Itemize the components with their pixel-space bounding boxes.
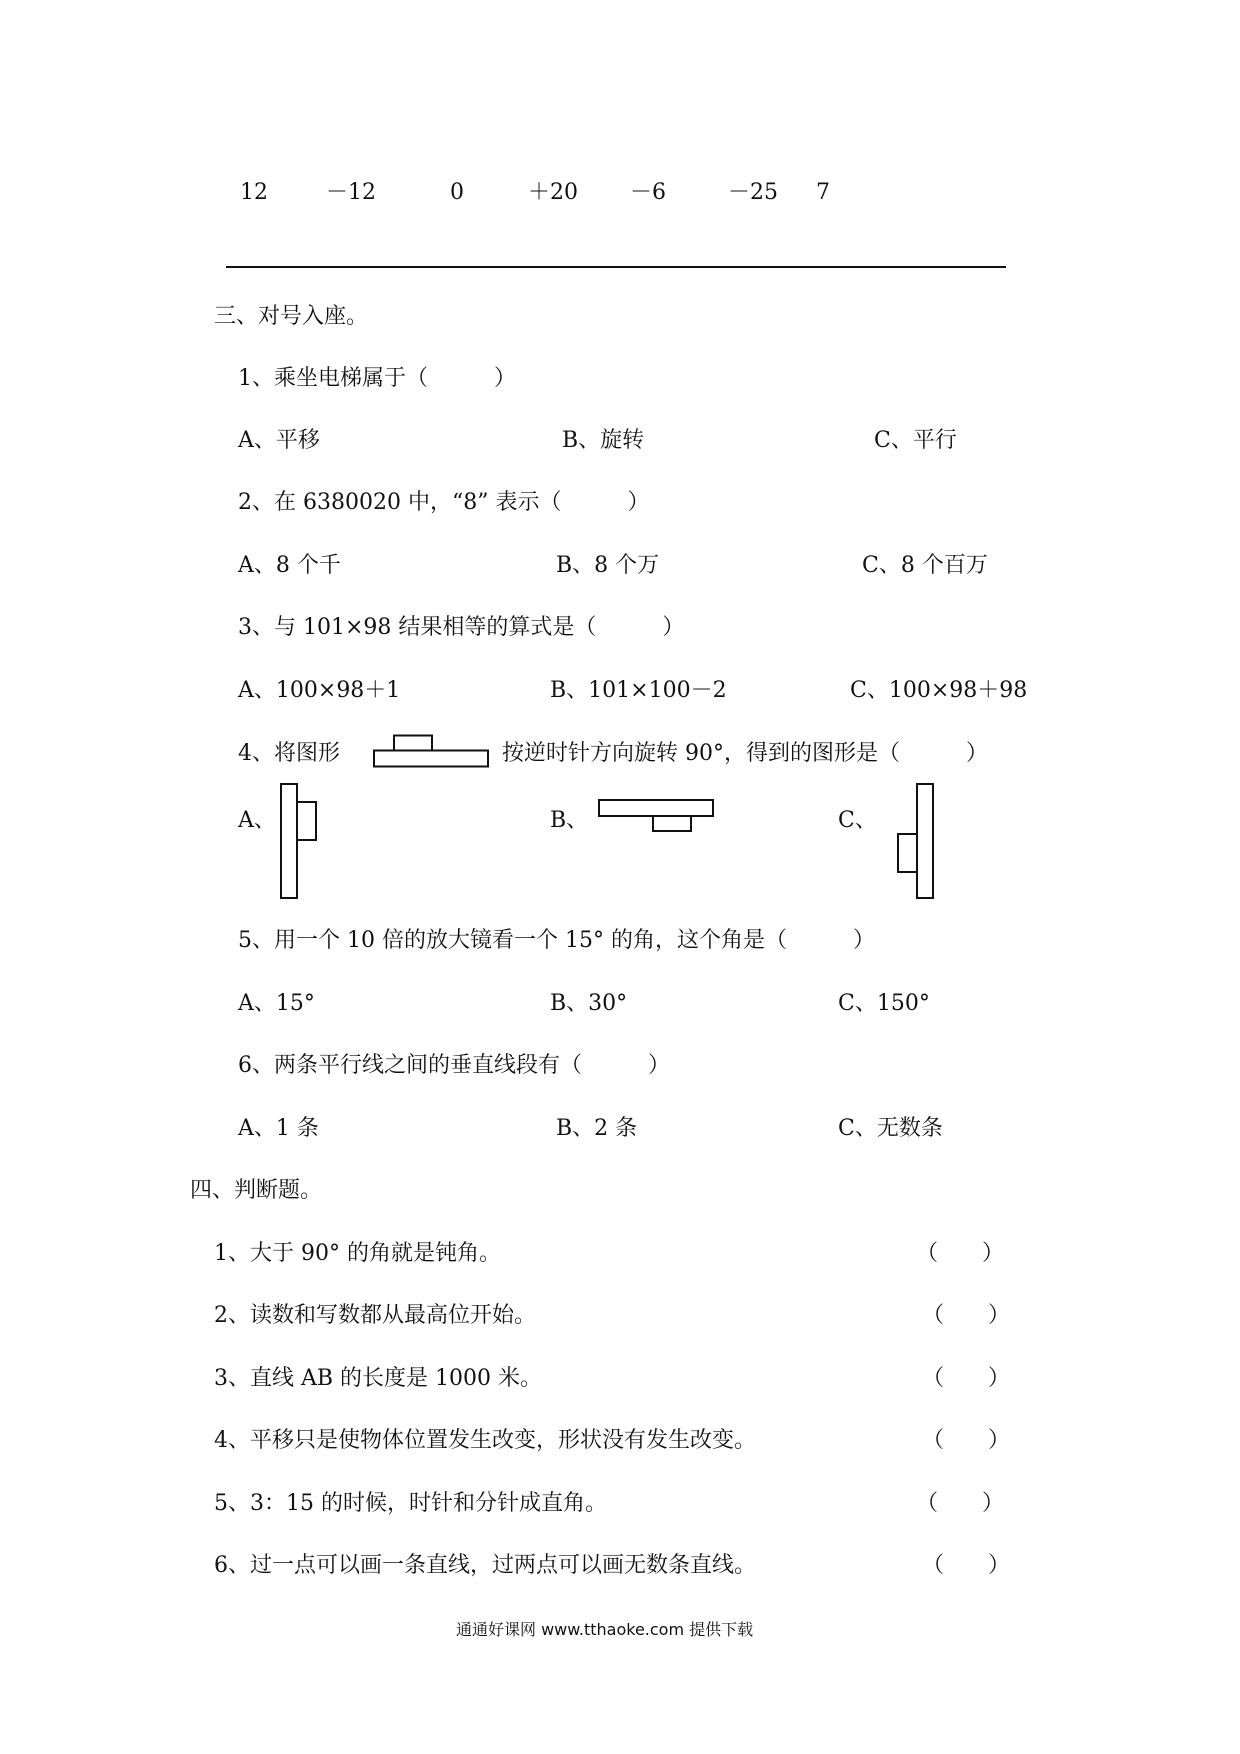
option-a: A、平移 [238,428,320,453]
option-a-figure [278,782,324,902]
judgment-item: 3、直线 AB 的长度是 1000 米。 [214,1366,543,1391]
number-item: －6 [630,180,666,205]
judgment-item: 4、平移只是使物体位置发生改变，形状没有发生改变。 [214,1428,756,1453]
footer-text: 通通好课网 www.tthaoke.com 提供下载 [456,1620,754,1639]
option-a: A、15° [238,991,315,1016]
judgment-item: 1、大于 90° 的角就是钝角。 [214,1241,501,1266]
option-b: B、旋转 [562,428,645,453]
answer-bracket: （ ） [922,1303,1011,1328]
answer-bracket: （ ） [922,1428,1011,1453]
judgment-item: 6、过一点可以画一条直线，过两点可以画无数条直线。 [214,1553,756,1578]
option-a: A、100×98＋1 [238,678,401,703]
judgment-item: 2、读数和写数都从最高位开始。 [214,1303,536,1328]
option-b: B、101×100－2 [550,678,727,703]
number-item: 7 [816,180,830,205]
option-c: C、100×98＋98 [850,678,1028,703]
option-b: B、8 个万 [556,553,660,578]
question-text: 按逆时针方向旋转 90°，得到的图形是（ ） [502,741,988,766]
option-a: A、1 条 [238,1116,319,1141]
section-title: 四、判断题。 [190,1178,323,1203]
option-c: C、8 个百万 [862,553,988,578]
option-a: A、8 个千 [238,553,341,578]
answer-line [226,266,1006,268]
option-c-figure [894,782,940,902]
number-item: 12 [240,180,268,205]
option-b-figure [596,798,716,834]
question-text: 5、用一个 10 倍的放大镜看一个 15° 的角，这个角是（ ） [238,928,875,953]
question-text: 6、两条平行线之间的垂直线段有（ ） [238,1053,670,1078]
judgment-item: 5、3：15 的时候，时针和分针成直角。 [214,1491,607,1516]
number-item: ＋20 [528,180,578,205]
option-b: B、 [550,808,589,833]
option-c: C、无数条 [838,1116,943,1141]
option-c: C、平行 [874,428,957,453]
answer-bracket: （ ） [922,1553,1011,1578]
question-text: 1、乘坐电梯属于（ ） [238,366,516,391]
option-a: A、 [238,808,276,833]
question-text: 4、将图形 [238,741,340,766]
source-shape-figure [372,734,492,770]
number-item: －12 [326,180,376,205]
number-item: －25 [728,180,778,205]
question-text: 2、在 6380020 中，“8” 表示（ ） [238,490,650,515]
section-title: 三、对号入座。 [214,304,369,329]
answer-bracket: （ ） [922,1366,1011,1391]
option-c: C、150° [838,991,930,1016]
number-item: 0 [450,180,464,205]
option-b: B、30° [550,991,628,1016]
answer-bracket: （ ） [916,1241,1005,1266]
question-text: 3、与 101×98 结果相等的算式是（ ） [238,615,685,640]
option-c: C、 [838,808,877,833]
answer-bracket: （ ） [916,1491,1005,1516]
option-b: B、2 条 [556,1116,638,1141]
